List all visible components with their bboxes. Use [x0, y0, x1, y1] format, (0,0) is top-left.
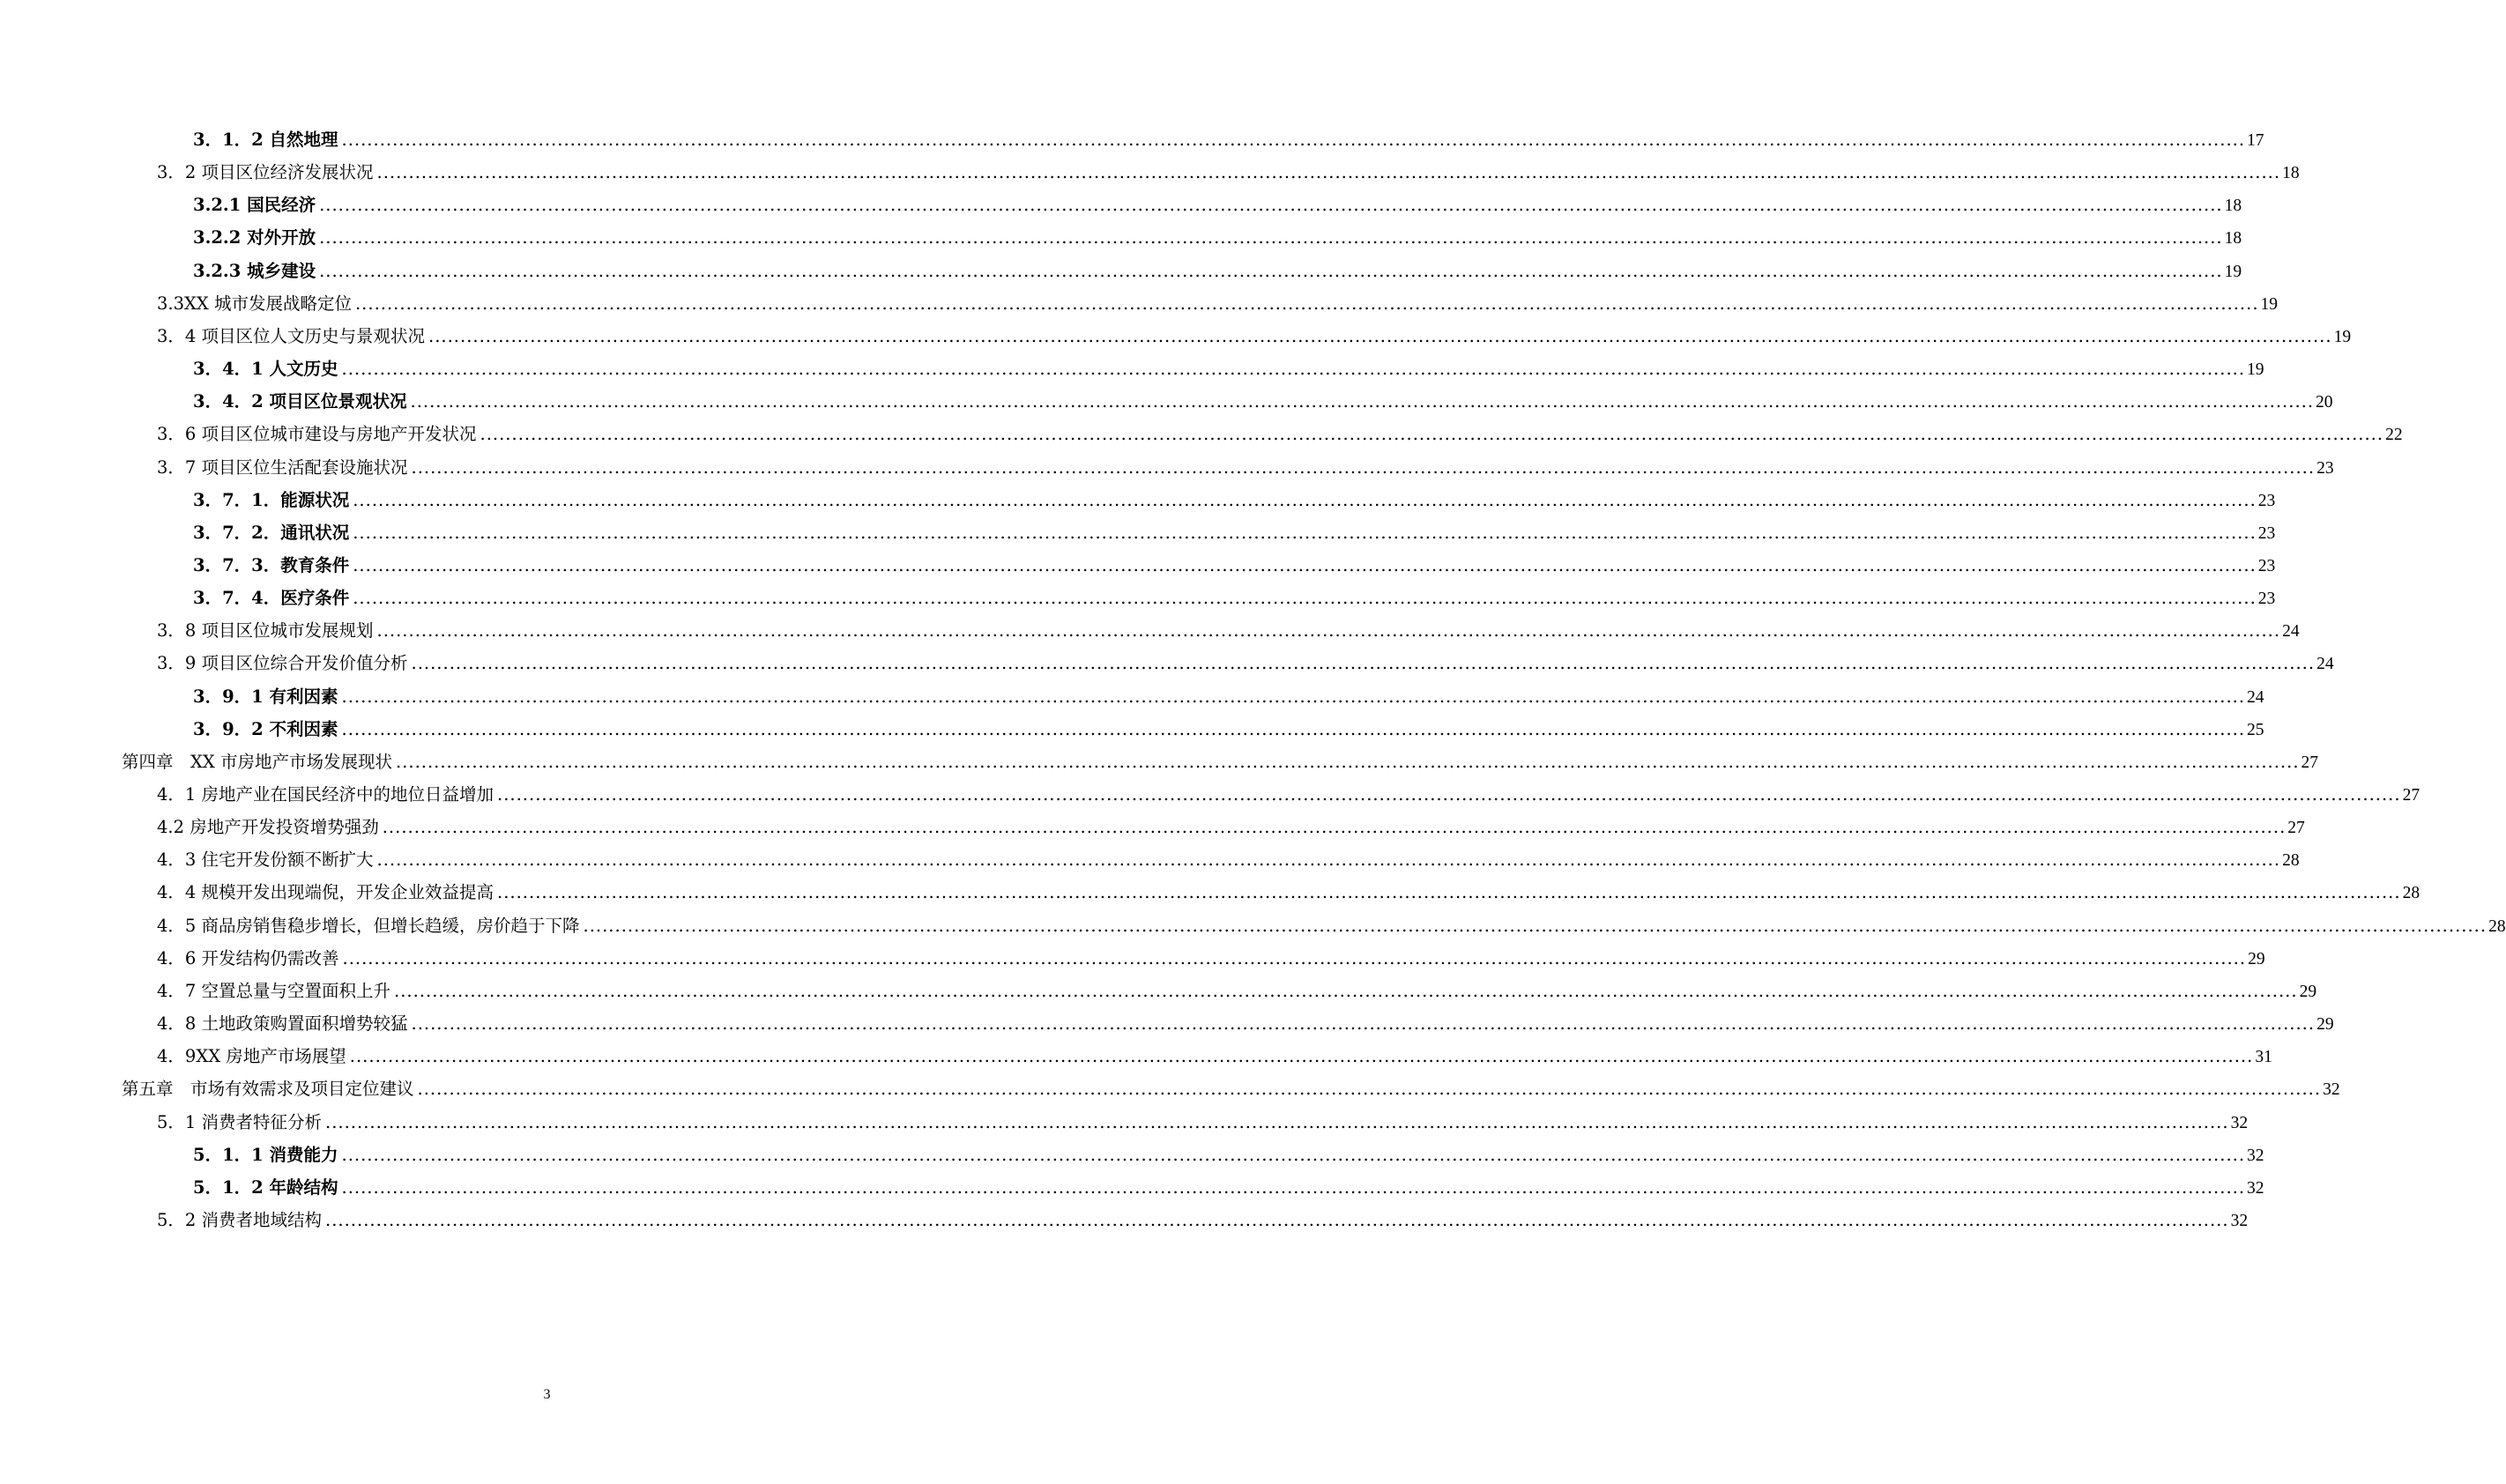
toc-dot-leader: ............................................................................................................................................................................................................................................................................................................: [353, 489, 2257, 510]
toc-entry[interactable]: [157, 456, 2334, 482]
toc-entry-title: 4.2 房地产开发投资增势强劲: [157, 817, 379, 838]
toc-entry[interactable]: [157, 915, 2506, 940]
toc-entry[interactable]: [157, 424, 2403, 449]
toc-entry-page: 18: [2224, 229, 2242, 249]
toc-dot-leader: ............................................................................................................................................................................................................................................................................................................: [410, 391, 2315, 412]
toc-entry-page: 24: [2316, 655, 2334, 674]
toc-entry-title: 3.3XX 城市发展战略定位: [157, 293, 352, 314]
toc-dot-leader: ............................................................................................................................................................................................................................................................................................................: [325, 1209, 2229, 1230]
toc-entry[interactable]: [193, 391, 2333, 416]
toc-dot-leader: ............................................................................................................................................................................................................................................................................................................: [349, 1046, 2254, 1067]
toc-entry[interactable]: [157, 325, 2352, 351]
toc-dot-leader: ............................................................................................................................................................................................................................................................................................................: [341, 1144, 2246, 1165]
toc-entry-page: 32: [2230, 1113, 2249, 1132]
toc-entry[interactable]: [122, 1079, 2340, 1103]
toc-entry-page: 20: [2316, 393, 2333, 412]
toc-entry[interactable]: [193, 130, 2264, 154]
toc-entry-title: 4．3 住宅开发份额不断扩大: [157, 850, 374, 871]
toc-entry-page: 29: [2248, 949, 2265, 968]
toc-entry[interactable]: [157, 817, 2305, 842]
toc-entry[interactable]: [193, 588, 2276, 612]
toc-entry[interactable]: [193, 718, 2264, 744]
toc-entry-title: 3．7．1．能源状况: [193, 489, 350, 510]
toc-entry-page: 32: [2230, 1211, 2249, 1230]
toc-entry[interactable]: [193, 554, 2276, 580]
toc-entry-title: 3．1．2 自然地理: [193, 130, 338, 150]
toc-dot-leader: ............................................................................................................................................................................................................................................................................................................: [354, 293, 2259, 314]
toc-dot-leader: ............................................................................................................................................................................................................................................................................................................: [341, 1176, 2246, 1198]
toc-entry-page: 29: [2299, 982, 2317, 1001]
toc-entry-page: 32: [2247, 1146, 2264, 1165]
toc-entry-title: 4．1 房地产业在国民经济中的地位日益增加: [157, 784, 495, 805]
toc-entry[interactable]: [193, 359, 2264, 383]
toc-dot-leader: ............................................................................................................................................................................................................................................................................................................: [342, 947, 2247, 968]
toc-entry[interactable]: [122, 751, 2319, 776]
toc-dot-leader: ............................................................................................................................................................................................................................................................................................................: [497, 784, 2401, 805]
toc-entry-page: 19: [2260, 294, 2279, 314]
toc-entry-title: 4．5 商品房销售稳步增长，但增长趋缓，房价趋于下降: [157, 915, 580, 936]
toc-entry-title: 3．9 项目区位综合开发价值分析: [157, 653, 408, 674]
toc-entry-page: 29: [2316, 1015, 2334, 1035]
toc-entry-title: 3．4．2 项目区位景观状况: [193, 391, 407, 412]
toc-entry-page: 28: [2402, 884, 2420, 903]
toc-entry-title: 4．9XX 房地产市场展望: [157, 1046, 346, 1067]
toc-dot-leader: ............................................................................................................................................................................................................................................................................................................: [480, 424, 2384, 445]
toc-entry-title: 5．1．2 年龄结构: [193, 1176, 338, 1198]
toc-entry[interactable]: [157, 293, 2279, 318]
toc-entry-title: 3．2 项目区位经济发展状况: [157, 162, 374, 183]
toc-entry-title: 5．1 消费者特征分析: [157, 1111, 323, 1132]
page-number: 3: [543, 1387, 551, 1402]
toc-entry-page: 23: [2316, 458, 2334, 478]
toc-entry[interactable]: [193, 1176, 2264, 1202]
toc-dot-leader: ............................................................................................................................................................................................................................................................................................................: [411, 653, 2316, 674]
toc-dot-leader: ............................................................................................................................................................................................................................................................................................................: [341, 686, 2246, 707]
toc-entry-page: 32: [2323, 1080, 2340, 1100]
toc-entry-page: 27: [2301, 753, 2319, 772]
toc-entry[interactable]: [157, 784, 2420, 809]
toc-entry-title: 3.2.3 城乡建设: [193, 260, 316, 281]
toc-entry-title: 3．7．4．医疗条件: [193, 588, 350, 609]
toc-dot-leader: ............................................................................................................................................................................................................................................................................................................: [411, 1013, 2316, 1035]
toc-entry-title: 第五章 市场有效需求及项目定位建议: [122, 1079, 414, 1100]
toc-entry-page: 19: [2247, 360, 2264, 380]
toc-entry-page: 32: [2247, 1178, 2264, 1198]
toc-entry-page: 17: [2247, 131, 2264, 150]
toc-entry[interactable]: [157, 1046, 2272, 1071]
toc-entry-title: 5．1．1 消费能力: [193, 1144, 338, 1165]
toc-dot-leader: ............................................................................................................................................................................................................................................................................................................: [376, 850, 2281, 871]
toc-entry-page: 24: [2247, 687, 2264, 707]
toc-entry-page: 23: [2257, 523, 2276, 543]
toc-entry[interactable]: [193, 195, 2242, 219]
toc-entry-page: 22: [2385, 426, 2403, 445]
toc-entry[interactable]: [193, 686, 2264, 711]
toc-entry-title: 3．4．1 人文历史: [193, 359, 338, 380]
toc-entry-page: 28: [2282, 851, 2300, 871]
toc-entry-title: 4．6 开发结构仍需改善: [157, 947, 339, 968]
toc-entry-page: 31: [2255, 1048, 2272, 1067]
toc-entry-page: 23: [2257, 491, 2276, 510]
toc-entry-title: 3．4 项目区位人文历史与景观状况: [157, 325, 426, 346]
toc-dot-leader: ............................................................................................................................................................................................................................................................................................................: [395, 751, 2300, 772]
toc-dot-leader: ............................................................................................................................................................................................................................................................................................................: [411, 456, 2316, 478]
toc-entry[interactable]: [157, 1111, 2249, 1137]
toc-dot-leader: ............................................................................................................................................................................................................................................................................................................: [353, 522, 2257, 543]
toc-entry[interactable]: [193, 227, 2242, 252]
toc-entry-page: 18: [2224, 197, 2242, 216]
toc-entry[interactable]: [157, 947, 2265, 973]
toc-entry-title: 3.2.2 对外开放: [193, 227, 316, 249]
toc-entry-title: 3.2.1 国民经济: [193, 195, 316, 216]
toc-entry-title: 第四章 XX 市房地产市场发展现状: [122, 751, 392, 772]
toc-entry-title: 3．9．1 有利因素: [193, 686, 338, 707]
toc-entry[interactable]: [157, 1013, 2334, 1038]
toc-entry[interactable]: [157, 162, 2300, 187]
toc-dot-leader: ............................................................................................................................................................................................................................................................................................................: [341, 130, 2246, 150]
toc-entry-page: 23: [2257, 556, 2276, 575]
toc-dot-leader: ............................................................................................................................................................................................................................................................................................................: [428, 325, 2332, 346]
toc-entry-title: 4．8 土地政策购置面积增势较猛: [157, 1013, 408, 1035]
toc-entry-title: 4．7 空置总量与空置面积上升: [157, 980, 391, 1001]
toc-entry[interactable]: [193, 489, 2276, 515]
toc-entry-page: 25: [2247, 720, 2264, 739]
toc-dot-leader: ............................................................................................................................................................................................................................................................................................................: [376, 620, 2281, 642]
toc-entry[interactable]: [193, 522, 2276, 547]
toc-dot-leader: ............................................................................................................................................................................................................................................................................................................: [353, 588, 2257, 609]
toc-entry-title: 3．9．2 不利因素: [193, 718, 338, 739]
toc-dot-leader: ............................................................................................................................................................................................................................................................................................................: [319, 227, 2223, 249]
toc-dot-leader: ............................................................................................................................................................................................................................................................................................................: [341, 718, 2246, 739]
toc-dot-leader: ............................................................................................................................................................................................................................................................................................................: [497, 882, 2401, 903]
toc-entry[interactable]: [157, 980, 2317, 1005]
toc-entry-title: 3．7 项目区位生活配套设施状况: [157, 456, 408, 478]
toc-entry-page: 27: [2287, 819, 2305, 838]
toc-entry[interactable]: [157, 620, 2300, 645]
toc-entry-page: 23: [2257, 590, 2276, 609]
toc-entry-title: 4．4 规模开发出现端倪，开发企业效益提高: [157, 882, 495, 903]
toc-entry-page: 19: [2333, 327, 2352, 346]
toc-entry-title: 3．7．3．教育条件: [193, 554, 350, 575]
toc-entry[interactable]: [157, 882, 2420, 907]
toc-dot-leader: ............................................................................................................................................................................................................................................................................................................: [394, 980, 2298, 1001]
toc-entry[interactable]: [157, 1209, 2249, 1235]
toc-entry-title: 3．6 项目区位城市建设与房地产开发状况: [157, 424, 477, 445]
toc-dot-leader: ............................................................................................................................................................................................................................................................................................................: [382, 817, 2287, 838]
toc-dot-leader: ............................................................................................................................................................................................................................................................................................................: [376, 162, 2281, 183]
toc-dot-leader: ............................................................................................................................................................................................................................................................................................................: [341, 359, 2246, 380]
toc-entry[interactable]: [193, 260, 2242, 286]
toc-entry-title: 5．2 消费者地域结构: [157, 1209, 323, 1230]
toc-dot-leader: ............................................................................................................................................................................................................................................................................................................: [583, 915, 2487, 936]
toc-entry-page: 28: [2488, 916, 2506, 936]
toc-entry-page: 19: [2224, 262, 2242, 281]
toc-entry[interactable]: [193, 1144, 2264, 1169]
toc-dot-leader: ............................................................................................................................................................................................................................................................................................................: [325, 1111, 2229, 1132]
toc-dot-leader: ............................................................................................................................................................................................................................................................................................................: [319, 260, 2223, 281]
toc-entry-title: 3．8 项目区位城市发展规划: [157, 620, 374, 642]
toc-entry-page: 18: [2282, 164, 2300, 183]
toc-entry-page: 27: [2402, 786, 2420, 805]
toc-entry[interactable]: [157, 850, 2300, 874]
toc-entry-title: 3．7．2．通讯状况: [193, 522, 350, 543]
toc-dot-leader: ............................................................................................................................................................................................................................................................................................................: [353, 554, 2257, 575]
toc-dot-leader: ............................................................................................................................................................................................................................................................................................................: [319, 195, 2223, 216]
toc-entry-page: 24: [2282, 622, 2300, 642]
toc-dot-leader: ............................................................................................................................................................................................................................................................................................................: [417, 1079, 2322, 1100]
toc-entry[interactable]: [157, 653, 2334, 678]
